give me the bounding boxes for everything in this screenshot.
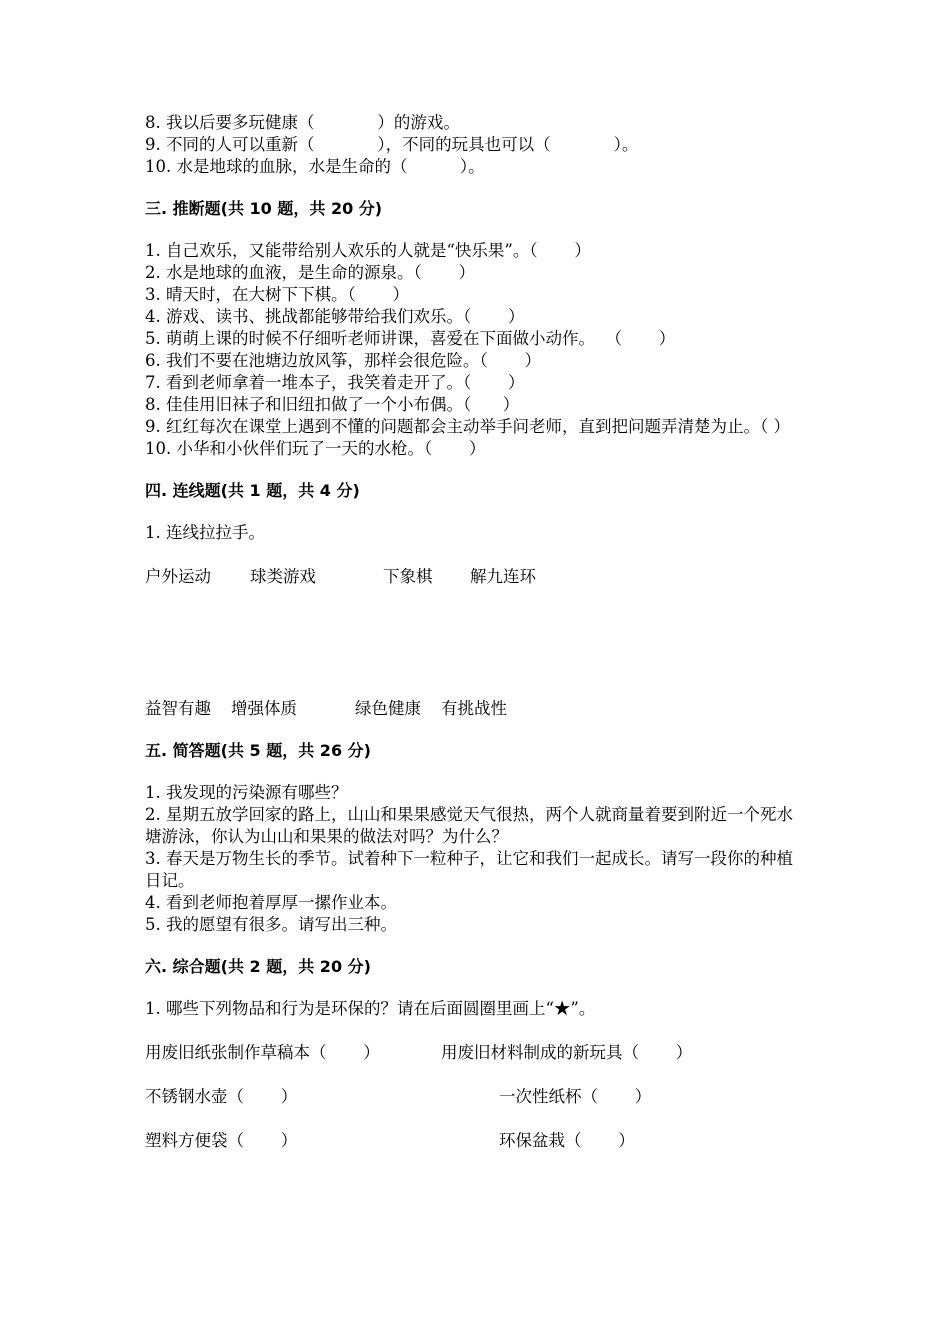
eco-item[interactable]: 一次性纸杯（ ）	[499, 1087, 652, 1106]
eco-item[interactable]: 环保盆栽（ ）	[499, 1131, 635, 1150]
matching-bottom-row	[145, 698, 805, 720]
match-bottom-item[interactable]: 绿色健康	[355, 699, 421, 718]
judge-item: 4. 游戏、读书、挑战都能够带给我们欢乐。（ ）	[145, 307, 525, 326]
short-answer-item: 2. 星期五放学回家的路上，山山和果果感觉天气很热，两个人就商量着要到附近一个死水塘游泳，你认为山山和果果的做法对吗？为什么？	[145, 805, 793, 846]
short-answer-item: 3. 春天是万物生长的季节。试着种下一粒种子，让它和我们一起成长。请写一段你的种植日记。	[145, 849, 793, 890]
match-top-item[interactable]: 球类游戏	[250, 567, 316, 586]
match-top-item[interactable]: 户外运动	[145, 567, 211, 586]
fill-item-9: 9. 不同的人可以重新（ ），不同的玩具也可以（ ）。	[145, 135, 639, 154]
match-bottom-item[interactable]: 增强体质	[231, 699, 297, 718]
fill-item-8: 8. 我以后要多玩健康（ ）的游戏。	[145, 113, 460, 132]
judge-item: 2. 水是地球的血液，是生命的源泉。（ ）	[145, 263, 475, 282]
judge-item: 6. 我们不要在池塘边放风筝，那样会很危险。（ ）	[145, 351, 541, 370]
judge-item: 9. 红红每次在课堂上遇到不懂的问题都会主动举手问老师，直到把问题弄清楚为止。（ ）	[145, 417, 790, 436]
eco-row	[145, 1130, 805, 1152]
combined-question: 1. 哪些下列物品和行为是环保的？请在后面圆圈里画上“★”。	[145, 999, 596, 1018]
short-answer-item: 5. 我的愿望有很多。请写出三种。	[145, 915, 397, 934]
section-4-heading: 四. 连线题(共 1 题，共 4 分)	[145, 481, 360, 500]
judge-item: 7. 看到老师拿着一堆本子，我笑着走开了。（ ）	[145, 373, 525, 392]
judge-item: 8. 佳佳用旧袜子和旧纽扣做了一个小布偶。（ ）	[145, 395, 520, 414]
match-bottom-item[interactable]: 益智有趣	[145, 699, 211, 718]
fill-item-10: 10. 水是地球的血脉，水是生命的（ ）。	[145, 157, 485, 176]
eco-item[interactable]: 塑料方便袋（ ）	[145, 1131, 298, 1150]
section-6-heading: 六. 综合题(共 2 题，共 20 分)	[145, 957, 371, 976]
section-5-heading: 五. 简答题(共 5 题，共 26 分)	[145, 741, 371, 760]
eco-item[interactable]: 不锈钢水壶（ ）	[145, 1087, 298, 1106]
judge-item: 3. 晴天时，在大树下下棋。（ ）	[145, 285, 409, 304]
matching-top-row	[145, 566, 805, 588]
judge-item: 5. 萌萌上课的时候不仔细听老师讲课，喜爱在下面做小动作。 （ ）	[145, 329, 676, 348]
judge-item: 1. 自己欢乐，又能带给别人欢乐的人就是“快乐果”。（ ）	[145, 241, 591, 260]
eco-row	[145, 1086, 805, 1108]
match-bottom-item[interactable]: 有挑战性	[441, 699, 507, 718]
short-answer-item: 1. 我发现的污染源有哪些？	[145, 783, 348, 802]
eco-item[interactable]: 用废旧纸张制作草稿本（ ）	[145, 1043, 380, 1062]
match-top-item[interactable]: 下象棋	[383, 567, 433, 586]
match-top-item[interactable]: 解九连环	[470, 567, 536, 586]
worksheet-page	[145, 112, 805, 1152]
section-3-heading: 三. 推断题(共 10 题，共 20 分)	[145, 199, 383, 218]
eco-item[interactable]: 用废旧材料制成的新玩具（ ）	[441, 1043, 693, 1062]
eco-row	[145, 1042, 805, 1064]
judge-item: 10. 小华和小伙伴们玩了一天的水枪。（ ）	[145, 439, 486, 458]
short-answer-item: 4. 看到老师抱着厚厚一摞作业本。	[145, 893, 397, 912]
matching-question: 1. 连线拉拉手。	[145, 523, 265, 542]
